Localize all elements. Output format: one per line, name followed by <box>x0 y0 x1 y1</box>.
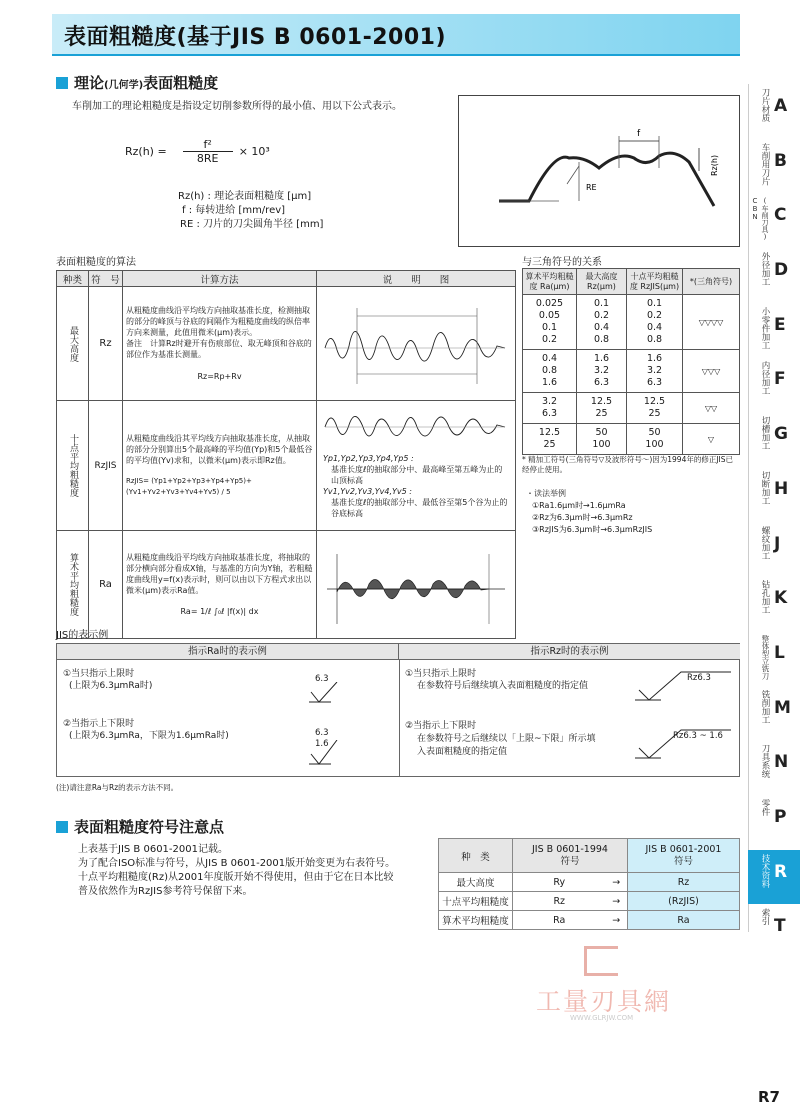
jis-ra2-values: 6.3 1.6 <box>315 728 329 749</box>
jis-rz2-value: Rz6.3 ~ 1.6 <box>673 731 723 741</box>
algo-table <box>56 270 516 639</box>
jis-note: (注)请注意Ra与Rz的表示方法不同。 <box>56 783 179 792</box>
watermark-text: 工量刃具網 <box>536 987 672 1016</box>
rz-diagram <box>317 288 513 398</box>
title-bar <box>52 14 740 56</box>
sidebar-item-a[interactable]: 刀片材质 A <box>760 88 788 122</box>
notice-heading: 表面粗糙度符号注意点 <box>56 816 224 837</box>
sidebar-item-l[interactable]: 整体型立铣刀 L <box>761 634 785 680</box>
cmp-head-2001: JIS B 0601-2001 符号 <box>628 839 740 873</box>
watermark-logo-icon <box>584 946 618 976</box>
cmp-head-1994: JIS B 0601-1994 符号 <box>513 839 628 873</box>
jis-rz1: ①当只指示上限时 在参数符号后继续填入表面粗糙度的指定值 <box>405 669 589 691</box>
triangle-footnote: * 精加工符号(三角符号▽及波形符号～)因为1994年的修正JIS已经停止使用。 <box>522 455 734 474</box>
sidebar-item-d[interactable]: 外径加工 D <box>760 252 789 287</box>
sidebar-item-r[interactable]: 技术资料 R <box>748 850 800 905</box>
table-row: 算术平均粗糙度 Ra → Ra <box>439 911 740 930</box>
page-number: R7 <box>758 1088 780 1106</box>
watermark-url: WWW.GLRJW.COM <box>570 1014 634 1022</box>
ra-diagram <box>317 534 513 634</box>
theory-heading: 理论(几何学)表面粗糙度 <box>56 72 218 93</box>
tri-head-sym: *(三角符号) <box>683 269 740 295</box>
read-examples: ・读法举例 ①Ra1.6μm时→1.6μmRa ②Rz为6.3μm时→6.3μmRz ③RzJIS为6.3μm时→6.3μmRzJIS <box>526 489 653 534</box>
sidebar-item-m[interactable]: 铣削加工 M <box>760 689 791 724</box>
table-row: 12.5 25 50 100 50 100 ▽ <box>523 424 740 455</box>
sidebar-item-k[interactable]: 钻孔加工 K <box>760 580 788 615</box>
theory-figure <box>458 95 740 247</box>
jis-ra1: ①当只指示上限时 (上限为6.3μmRa时) <box>63 669 153 691</box>
jis-ra-head: 指示Ra时的表示例 <box>57 644 399 660</box>
sidebar <box>748 84 800 959</box>
surface-symbol-icon <box>631 668 741 704</box>
sidebar-item-e[interactable]: 小零件加工 E <box>760 306 786 350</box>
formula: Rz(h) = f² 8RE × 10³ <box>125 138 270 165</box>
section-marker <box>56 821 68 833</box>
surface-symbol-icon <box>309 682 349 706</box>
triangle-caption: 与三角符号的关系 <box>522 257 602 268</box>
compare-table <box>438 838 740 930</box>
notice-text: 上表基于JIS B 0601-2001记载。 为了配合ISO标准与符号，从JIS B 0601-2001版开始变更为右表符号。 十点平均粗糙度(Rz)从2001年度版开始不得使用，但由于它在日本比较 普及依然作为RzJIS参考符号保留下来。 <box>78 844 396 897</box>
sidebar-item-j[interactable]: 螺纹加工 J <box>760 525 781 560</box>
algo-head-figure: 说 明 图 <box>317 271 516 287</box>
table-row: 算术平均粗糙度 Ra 从粗糙度曲线沿平均线方向抽取基准长度，将抽取的部分横向部分看成X轴，与基准的方向为Y轴，若粗糙度曲线用y=f(x)表示时，则可以由以下方程式求出以微米(μm)表示Ra值。 Ra= 1/ℓ ∫₀ℓ |f(x)| dx <box>57 531 516 639</box>
table-row: 0.025 0.05 0.1 0.2 0.1 0.2 0.4 0.8 0.1 0.2 0.4 0.8 ▽▽▽▽ <box>523 295 740 350</box>
algo-head-sym: 符 号 <box>89 271 123 287</box>
sidebar-item-p[interactable]: 零件 P <box>760 798 787 827</box>
table-row: 最大高度 Rz 从粗糙度曲线沿平均线方向抽取基准长度，检测抽取的部分的峰顶与谷底的间隔作为粗糙度曲线的纵倍率方向来测量，此值用微米(μm)表示。 备注 计算Rz时避开有伤痕部位、取无峰顶和谷底的部位作为基准长测量。 Rz=Rp+Rv <box>57 287 516 401</box>
sidebar-item-b[interactable]: 车削用刀片 B <box>760 142 787 186</box>
algo-head-kind: 种类 <box>57 271 89 287</box>
formula-defs: Rz(h) : 理论表面粗糙度 [μm] f : 每转进给 [mm/rev] RE : 刀片的刀尖圆角半径 [mm] <box>178 191 324 230</box>
sidebar-item-t[interactable]: 索引 T <box>760 908 786 937</box>
section-marker <box>56 77 68 89</box>
surface-symbol-icon <box>309 740 349 768</box>
jis-box <box>56 643 740 777</box>
tri-head-rzjis: 十点平均粗糙度 RzJIS(μm) <box>627 269 683 295</box>
tri-head-rz: 最大高度 Rz(μm) <box>577 269 627 295</box>
rzjis-diagram <box>317 401 513 451</box>
table-row: 十点平均粗糙度 RzJIS 从粗糙度曲线沿其平均线方向抽取基准长度，从抽取的部分分别算出5个最高峰的平均值(Yp)和5个最低谷的平均值(Yv)求和，以微米(μm)表示即Rz值。 RzJIS= (Yp1+Yp2+Yp3+Yp4+Yp5)+(Yv1+Yv2+Yv3+Yv4+Yv5) / 5 Yp1,Yp2,Yp3,Yp4,Yp5 : 基准长度ℓ的抽取部分中、最高峰至第五峰为止的山顶标高 Yv1,Yv2,Yv3,Yv4,Yv5 : 基准长度ℓ的抽取部分中、最低谷至第5个谷为止的谷底标高 <box>57 401 516 531</box>
sidebar-item-f[interactable]: 内径加工 F <box>760 361 786 396</box>
algo-caption: 表面粗糙度的算法 <box>56 257 136 268</box>
theory-intro: 车削加工的理论粗糙度是指设定切削参数所得的最小值、用以下公式表示。 <box>72 101 402 112</box>
jis-rz2: ②当指示上下限时 在参数符号之后继续以「上限~下限」所示填 入表面粗糙度的指定值 <box>405 721 596 757</box>
table-row: 十点平均粗糙度 Rz → (RzJIS) <box>439 892 740 911</box>
page-title: 表面粗糙度(基于JIS B 0601-2001) <box>64 25 447 50</box>
cmp-head-kind: 种 类 <box>439 839 513 873</box>
table-row: 0.4 0.8 1.6 1.6 3.2 6.3 1.6 3.2 6.3 ▽▽▽ <box>523 350 740 393</box>
jis-caption: JIS的表示例 <box>56 630 109 641</box>
jis-rz-head: 指示Rz时的表示例 <box>399 644 740 660</box>
sidebar-item-c[interactable]: (车削刀具) CBN C <box>751 197 787 242</box>
sidebar-item-g[interactable]: 切槽加工 G <box>760 416 788 451</box>
sidebar-item-n[interactable]: 刀具系统 N <box>760 744 789 779</box>
sidebar-item-h[interactable]: 切断加工 H <box>760 470 789 505</box>
fig-f-label: f <box>637 129 641 139</box>
fig-re-label: RE <box>586 183 597 192</box>
tri-head-ra: 算术平均粗糙度 Ra(μm) <box>523 269 577 295</box>
jis-ra2: ②当指示上下限时 (上限为6.3μmRa，下限为1.6μmRa时) <box>63 719 229 741</box>
algo-head-method: 计算方法 <box>123 271 317 287</box>
jis-ra1-value: 6.3 <box>315 674 329 684</box>
jis-rz1-value: Rz6.3 <box>687 673 711 683</box>
table-row: 3.2 6.3 12.5 25 12.5 25 ▽▽ <box>523 393 740 424</box>
table-row: 最大高度 Ry → Rz <box>439 873 740 892</box>
fig-rz-label: Rz(h) <box>710 154 719 176</box>
triangle-table <box>522 268 740 455</box>
